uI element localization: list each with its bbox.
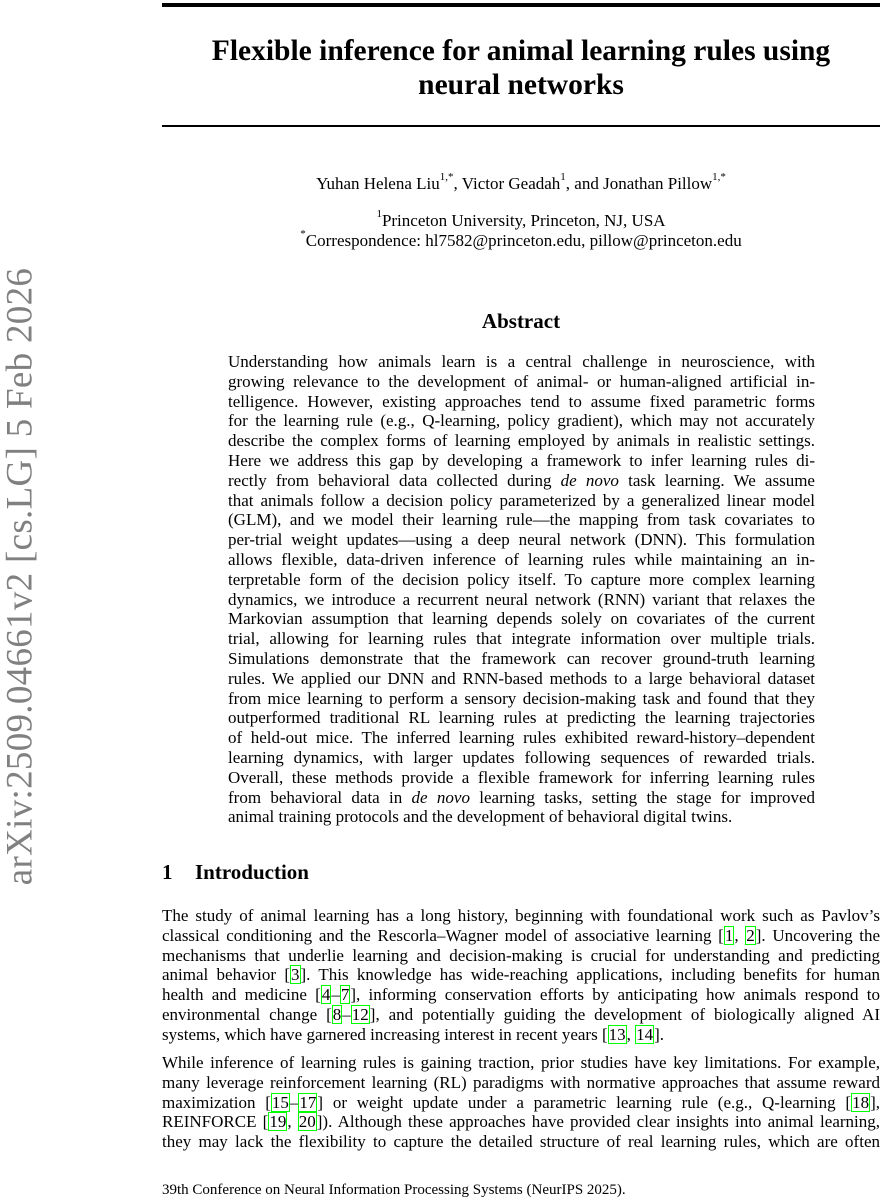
correspondence [162, 228, 880, 251]
paper-title [162, 34, 880, 102]
text-span: per-trial weight updates—using a deep neural network (DNN). This formulation [228, 530, 815, 550]
text-span: animal training protocols and the development of behavioral digital twins. [228, 807, 733, 827]
text-span: ], and potentially guiding the development of biologically aligned AI [369, 1004, 880, 1024]
citation-link[interactable]: 8 [332, 1004, 342, 1024]
text-line [228, 570, 815, 590]
text-span: from behavioral data in [228, 787, 412, 807]
text-line [162, 1073, 880, 1093]
text-span: outperformed traditional RL learning rules at predicting the learning trajectories [228, 708, 815, 728]
affiliation [162, 208, 880, 231]
text-line [228, 629, 815, 649]
text-line [228, 372, 815, 392]
text-span: terpretable form of the decision policy itself. To capture more complex learning [228, 569, 815, 589]
title-line: neural networks [418, 69, 624, 101]
citation-link[interactable]: 17 [299, 1092, 317, 1112]
author-name: , Victor Geadah [453, 174, 561, 193]
text-span: Understanding how animals learn is a central challenge in neuroscience, with [228, 352, 815, 371]
text-span: maximization [ [162, 1092, 271, 1112]
text-span: systems, which have garnered increasing interest in recent years [ [162, 1024, 608, 1044]
text-span: ]). Although these approaches have provided clear insights into animal learning, [316, 1112, 881, 1132]
text-line [162, 1093, 880, 1113]
arxiv-identifier-sidebar: arXiv:2509.04661v2 [cs.LG] 5 Feb 2026 [0, 267, 41, 886]
text-line [228, 807, 815, 827]
text-span: allows flexible, data-driven inference of learning rules while maintaining an in- [228, 549, 815, 569]
text-line [162, 926, 880, 946]
affiliation-text: Princeton University, Princeton, NJ, USA [381, 211, 666, 230]
citation-link[interactable]: 4 [321, 985, 331, 1005]
author-affil: 1,* [712, 171, 726, 183]
abstract-heading: Abstract [481, 309, 561, 333]
text-span: ]. This knowledge has wide-reaching applications, including benefits for human [300, 965, 880, 985]
section-number: 1 [162, 860, 173, 884]
text-span: classical conditioning and the Rescorla–Wagner model of associative learning [ [162, 925, 724, 945]
text-span: growing relevance to the development of animal- or human-aligned artificial in- [228, 371, 815, 391]
affiliation-mark: 1 [376, 208, 382, 220]
text-line [162, 1025, 880, 1045]
text-span: task learning. We assume [618, 470, 815, 490]
text-line [162, 985, 880, 1005]
text-line [228, 510, 815, 530]
text-span: of held-out mice. The inferred learning rules exhibited reward-history–dependent [228, 728, 815, 748]
author-name: Yuhan Helena Liu [316, 174, 440, 193]
correspondence-mark: * [300, 228, 306, 240]
text-span: , [734, 925, 746, 945]
text-span: Simulations demonstrate that the framework can recover ground-truth learning [228, 648, 815, 668]
text-span: that animals follow a decision policy parameterized by a generalized linear model [228, 490, 815, 510]
text-span: many leverage reinforcement learning (RL) paradigms with normative approaches that assume reward [162, 1072, 880, 1092]
text-span: ] or weight update under a parametric learning rule (e.g., Q-learning [ [317, 1092, 852, 1112]
text-line [228, 530, 815, 550]
text-line [228, 550, 815, 570]
correspondence-text: Correspondence: hl7582@princeton.edu, pillow@princeton.edu [305, 231, 742, 250]
citation-link[interactable]: 18 [852, 1092, 870, 1112]
text-span: they may lack the flexibility to capture the detailed structure of real learning rules, which are often [162, 1132, 880, 1152]
title-rule [162, 125, 880, 127]
text-span: The study of animal learning has a long history, beginning with foundational work such as Pavlov’s [162, 906, 880, 925]
intro-paragraph-1 [162, 906, 880, 1045]
text-span: ], informing conservation efforts by anticipating how animals respond to [350, 985, 880, 1005]
text-line [162, 1005, 880, 1025]
text-span: health and medicine [ [162, 985, 321, 1005]
text-span: rules. We applied our DNN and RNN-based methods to a large behavioral dataset [228, 668, 815, 688]
text-line [228, 728, 815, 748]
abstract-body [228, 352, 815, 827]
italic-text: de novo [560, 470, 619, 490]
text-span: rectly from behavioral data collected during [228, 470, 561, 490]
author-affil: 1 [560, 171, 566, 183]
text-span: Markovian assumption that learning depends solely on covariates of the current [228, 609, 815, 629]
text-line [162, 1112, 880, 1132]
citation-link[interactable]: 15 [271, 1092, 289, 1112]
text-line [162, 1132, 880, 1152]
citation-link[interactable]: 12 [351, 1004, 369, 1024]
text-span: ]. Uncovering the [755, 925, 881, 945]
text-span: – [289, 1092, 299, 1112]
text-line [228, 451, 815, 471]
text-span: trial, allowing for learning rules that integrate information over multiple trials. [228, 629, 815, 649]
citation-link[interactable]: 1 [724, 925, 734, 945]
text-line [228, 669, 815, 689]
text-line [228, 590, 815, 610]
intro-paragraph-2 [162, 1053, 880, 1152]
title-line: Flexible inference for animal learning rules using [211, 35, 831, 67]
text-span: animal behavior [ [162, 965, 290, 985]
citation-link[interactable]: 7 [340, 985, 350, 1005]
section-heading [162, 860, 309, 885]
text-span: mechanisms that underlie learning and decision-making is crucial for understanding and predicting [162, 945, 880, 965]
author-name: , and Jonathan Pillow [565, 174, 713, 193]
citation-link[interactable]: 19 [269, 1112, 287, 1132]
text-line [228, 411, 815, 431]
text-span: learning dynamics, with larger updates following sequences of rewarded trials. [228, 747, 815, 767]
text-span: Overall, these methods provide a flexible framework for inferring learning rules [228, 767, 815, 787]
text-line [228, 649, 815, 669]
authors [162, 171, 880, 194]
text-line [228, 609, 815, 629]
text-span: While inference of learning rules is gaining traction, prior studies have key limitations. For example, [162, 1053, 880, 1072]
text-span: REINFORCE [ [162, 1112, 269, 1132]
text-span: environmental change [ [162, 1004, 332, 1024]
text-line [228, 748, 815, 768]
text-span: ]. [654, 1024, 665, 1044]
section-title: Introduction [195, 860, 309, 884]
text-line [228, 689, 815, 709]
text-span: (GLM), and we model their learning rule—the mapping from task covariates to [228, 510, 815, 530]
text-span: ], [870, 1092, 880, 1112]
italic-text: de novo [411, 787, 470, 807]
text-line [228, 708, 815, 728]
citation-link[interactable]: 3 [291, 965, 300, 985]
citation-link[interactable]: 13 [608, 1024, 626, 1044]
text-span: for the learning rule (e.g., Q-learning, policy gradient), which may not accurately [228, 411, 815, 431]
text-span: – [342, 1004, 351, 1024]
top-rule [162, 3, 880, 7]
text-line [228, 431, 815, 451]
text-line [228, 768, 815, 788]
citation-link[interactable]: 14 [636, 1024, 654, 1044]
text-line [162, 965, 880, 985]
text-line [162, 906, 880, 926]
text-span: telligence. However, existing approaches tend to assume fixed parametric forms [228, 391, 815, 411]
text-line [228, 392, 815, 412]
text-span: learning tasks, setting the stage for improved [469, 787, 816, 807]
citation-link[interactable]: 2 [746, 925, 755, 945]
text-line [228, 491, 815, 511]
text-span: dynamics, we introduce a recurrent neural network (RNN) variant that relaxes the [228, 589, 815, 609]
text-line [228, 471, 815, 491]
text-line [228, 352, 815, 372]
text-line [162, 1053, 880, 1073]
text-span: from mice learning to perform a sensory decision-making task and found that they [228, 688, 815, 708]
text-span: Here we address this gap by developing a framework to infer learning rules di- [228, 450, 815, 470]
text-span: – [331, 985, 340, 1005]
text-line [228, 788, 815, 808]
conference-footer: 39th Conference on Neural Information Processing Systems (NeurIPS 2025). [162, 1182, 626, 1198]
citation-link[interactable]: 20 [298, 1112, 316, 1132]
text-span: , [626, 1024, 636, 1044]
author-affil: 1,* [439, 171, 454, 183]
text-span: describe the complex forms of learning employed by animals in realistic settings. [228, 431, 815, 451]
text-line [162, 946, 880, 966]
text-span: , [287, 1112, 298, 1132]
